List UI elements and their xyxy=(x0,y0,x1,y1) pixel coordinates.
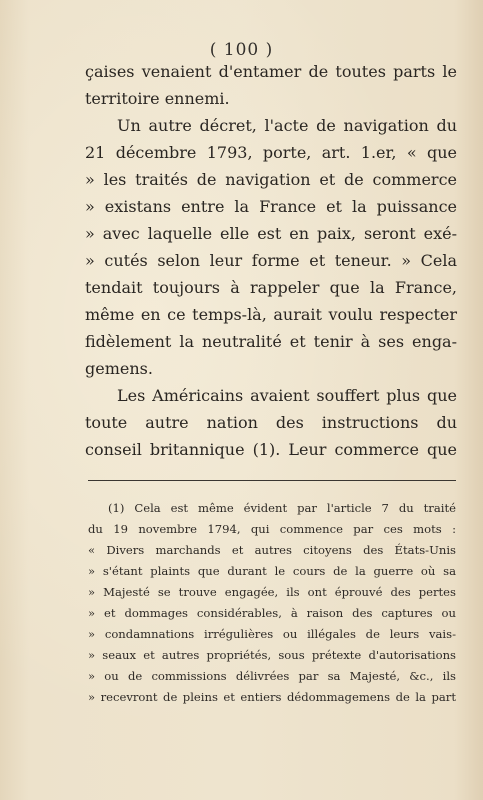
body-line: Un autre décret, l'acte de navigation du xyxy=(117,116,457,135)
footnote-line: » Majesté se trouve engagée, ils ont éprouvé des pertes xyxy=(88,585,456,599)
body-line: çaises venaient d'entamer de toutes parts le xyxy=(85,62,457,81)
body-line: même en ce temps-là, aurait voulu respecter xyxy=(85,305,457,324)
body-text xyxy=(85,58,457,463)
footnote-line: « Divers marchands et autres citoyens des États-Unis xyxy=(88,543,456,557)
footnotes xyxy=(88,498,456,708)
page-number: ( 100 ) xyxy=(209,40,274,60)
body-line: gemens. xyxy=(85,359,153,378)
footnote-line: » condamnations irrégulières ou illégales de leurs vais- xyxy=(88,627,456,641)
body-line: Les Américains avaient souffert plus que xyxy=(117,386,457,405)
footnote-line: » s'étant plaints que durant le cours de la guerre où sa xyxy=(88,564,456,578)
body-line: tendait toujours à rappeler que la France, xyxy=(85,278,457,297)
body-line: » les traités de navigation et de commerce xyxy=(85,170,457,189)
body-line: » avec laquelle elle est en paix, seront exé- xyxy=(85,224,457,243)
body-line: » existans entre la France et la puissance xyxy=(85,197,457,216)
body-line: toute autre nation des instructions du xyxy=(85,413,457,432)
footnote-line: » seaux et autres propriétés, sous prétexte d'autorisations xyxy=(88,648,456,662)
footnote-line: » et dommages considérables, à raison des captures ou xyxy=(88,606,456,620)
footnote-line: » recevront de pleins et entiers dédommagemens de la part xyxy=(88,690,456,704)
body-line: fidèlement la neutralité et tenir à ses enga- xyxy=(85,332,457,351)
footnote-line: » ou de commissions délivrées par sa Majesté, &c., ils xyxy=(88,669,456,683)
body-line: 21 décembre 1793, porte, art. 1.er, « que xyxy=(85,143,457,162)
footnote-line: (1) Cela est même évident par l'article 7 du traité xyxy=(108,501,456,515)
body-line: conseil britannique (1). Leur commerce que xyxy=(85,440,457,459)
footnote-rule xyxy=(88,480,456,481)
body-line: territoire ennemi. xyxy=(85,89,230,108)
body-line: » cutés selon leur forme et teneur. » Cela xyxy=(85,251,457,270)
footnote-line: du 19 novembre 1794, qui commence par ces mots : xyxy=(88,522,456,536)
